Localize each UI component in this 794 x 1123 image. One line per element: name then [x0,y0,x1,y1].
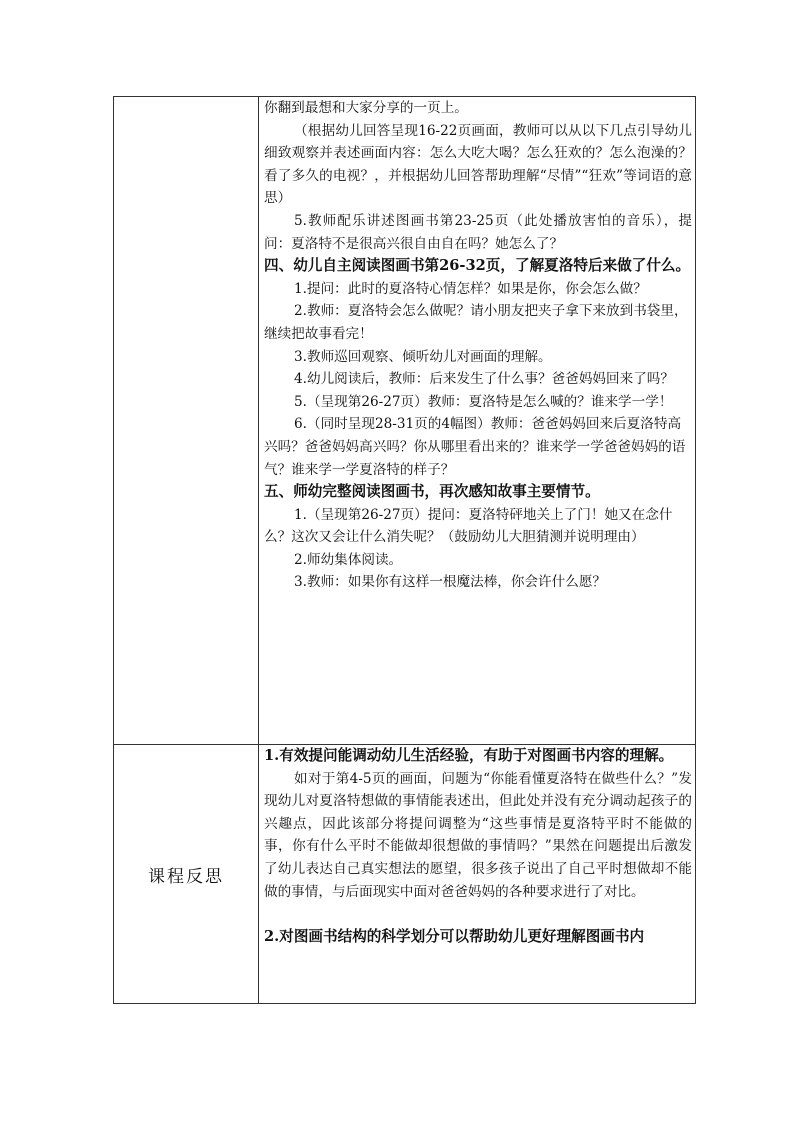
paragraph: 3.教师：如果你有这样一根魔法棒，你会许什么愿？ [294,574,607,591]
paragraph: 3.教师巡回观察、倾听幼儿对画面的理解。 [294,348,552,365]
section-heading: 五、师幼完整阅读图画书，再次感知故事主要情节。 [264,483,600,501]
paragraph: 2.师幼集体阅读。 [294,551,403,568]
paragraph: 1.提问：此时的夏洛特心情怎样？如果是你，你会怎么做？ [294,280,647,297]
paragraph: 6.（同时呈现28-31页的4幅图）教师：爸爸妈妈回来后夏洛特高兴吗？爸爸妈妈高兴吗？你从哪里看出来的？谁来学一学爸爸妈妈的语气？谁来学一学夏洛特的样子？ [264,416,686,478]
paragraph: 5.（呈现第26-27页）教师：夏洛特是怎么喊的？谁来学一学！ [294,393,673,410]
section-heading: 四、幼儿自主阅读图画书第26-32页，了解夏洛特后来做了什么。 [264,257,691,275]
row-label-course-reflection: 课程反思 [148,867,224,887]
paragraph: 2.教师：夏洛特会怎么做呢？请小朋友把夹子拿下来放到书袋里，继续把故事看完！ [264,303,688,342]
activity-process-cell [264,97,692,594]
paragraph: （根据幼儿回答呈现16-22页画面，教师可以从以下几点引导幼儿细致观察并表述画面内容：怎么大吃大喝？怎么狂欢的？怎么泡澡的？看了多久的电视？，并根据幼儿回答帮助理解“尽情”“狂欢”等词语的意思） [264,122,692,207]
paragraph: 5.教师配乐讲述图画书第23-25页（此处播放害怕的音乐），提问：夏洛特不是很高兴很自由自在吗？她怎么了？ [264,212,692,252]
paragraph: 4.幼儿阅读后，教师：后来发生了什么事？爸爸妈妈回来了吗？ [294,371,674,388]
section-heading: 2.对图画书结构的科学划分可以帮助幼儿更好理解图画书内 [264,927,645,945]
paragraph: 如对于第4-5页的画面，问题为“你能看懂夏洛特在做些什么？”发现幼儿对夏洛特想做的事情能表述出，但此处并没有充分调动起孩子的兴趣点，因此该部分将提问调整为“这些事情是夏洛特平时不能做的事，你有什么平时不能做却很想做的事情吗？”果然在问题提出后激发了幼儿表达自己真实想法的愿望，很多孩子说出了自己平时想做却不能做的事情，与后面现实中面对爸爸妈妈的各种要求进行了对比。 [264,770,692,900]
paragraph: 你翻到最想和大家分享的一页上。 [264,100,468,116]
paragraph: 1.（呈现第26-27页）提问：夏洛特砰地关上了门！她又在念什么？这次又会让什么消失呢？（鼓励幼儿大胆猜测并说明理由） [264,506,673,546]
column-divider [258,97,259,1003]
blank-line [264,903,692,926]
course-reflection-cell [264,745,692,948]
section-heading: 1.有效提问能调动幼儿生活经验，有助于对图画书内容的理解。 [264,747,674,764]
lesson-table [113,96,696,1004]
